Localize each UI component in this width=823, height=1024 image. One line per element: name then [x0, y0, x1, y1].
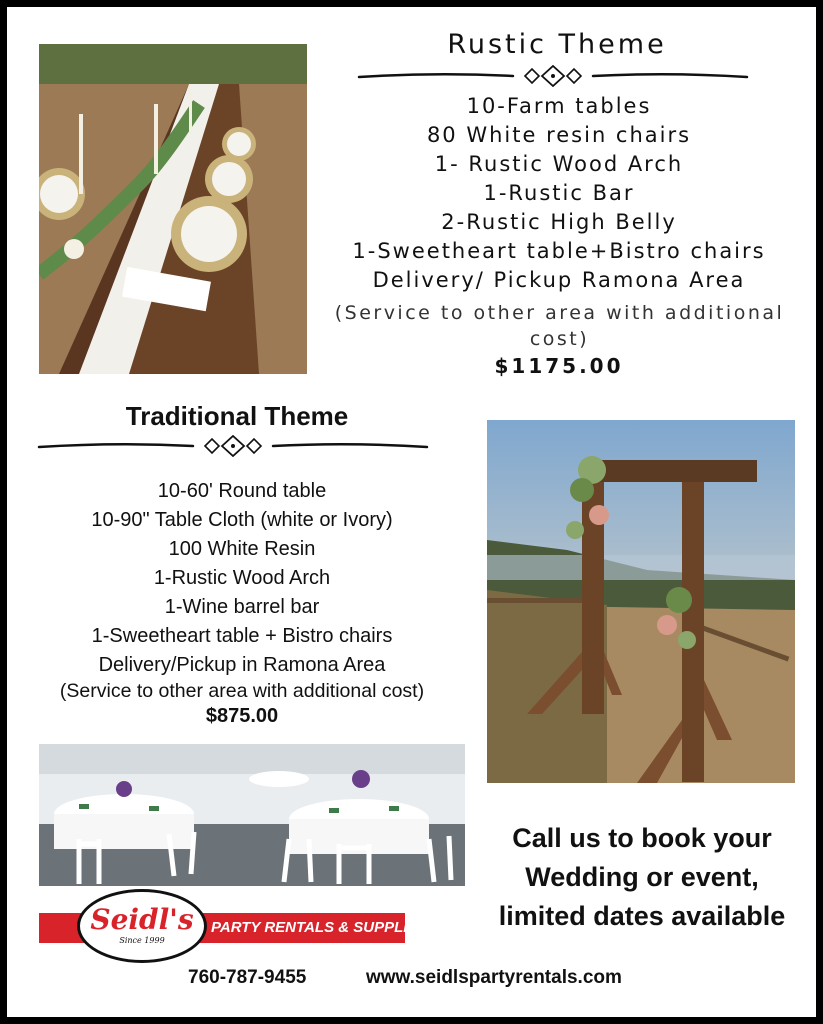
list-item: 1-Sweetheart table+Bistro chairs: [352, 239, 766, 263]
list-item: 10-Farm tables: [466, 94, 652, 118]
list-item: 1-Rustic Wood Arch: [153, 567, 331, 589]
seidls-logo: [39, 887, 428, 967]
list-item: Delivery/Pickup in Ramona Area: [98, 654, 386, 676]
cta-line: Wedding or event,: [525, 862, 759, 892]
wood-arch-photo: [487, 420, 795, 783]
logo-oval: [77, 889, 207, 963]
booking-call-to-action: [477, 819, 807, 936]
list-item: 10-60' Round table: [157, 480, 327, 502]
phone-number[interactable]: 760-787-9455: [188, 967, 307, 988]
ornamental-divider: [357, 65, 749, 87]
logo-tagline: PARTY RENTALS & SUPPLIES: [211, 919, 428, 936]
list-item: 2-Rustic High Belly: [441, 210, 677, 234]
traditional-price: $875.00: [205, 705, 279, 727]
rustic-table-photo: [39, 44, 307, 374]
rustic-service-note: (Service to other area with additional cost): [334, 302, 785, 350]
traditional-service-note: (Service to other area with additional cost): [59, 680, 425, 702]
list-item: 10-90" Table Cloth (white or Ivory): [91, 509, 393, 531]
list-item: 1-Rustic Bar: [483, 181, 635, 205]
cta-line: limited dates available: [498, 901, 786, 931]
list-item: 1- Rustic Wood Arch: [434, 152, 684, 176]
logo-since: Since 1999: [119, 936, 165, 945]
logo-name: Seidl's: [90, 903, 194, 936]
cta-line: Call us to book your: [512, 823, 772, 853]
round-tables-photo: [39, 744, 465, 886]
rustic-price: $1175.00: [494, 354, 624, 378]
traditional-item-list: [7, 477, 477, 680]
website-link[interactable]: www.seidlspartyrentals.com: [366, 967, 622, 988]
rustic-theme-title: Rustic Theme: [447, 29, 667, 60]
list-item: Delivery/ Pickup Ramona Area: [372, 268, 746, 292]
traditional-theme-title: Traditional Theme: [125, 401, 349, 431]
rustic-item-list: [319, 92, 799, 295]
list-item: 100 White Resin: [168, 538, 316, 560]
list-item: 1-Wine barrel bar: [164, 596, 320, 618]
flyer: [7, 7, 816, 1017]
ornamental-divider: [37, 435, 429, 457]
list-item: 80 White resin chairs: [426, 123, 692, 147]
list-item: 1-Sweetheart table + Bistro chairs: [91, 625, 393, 647]
